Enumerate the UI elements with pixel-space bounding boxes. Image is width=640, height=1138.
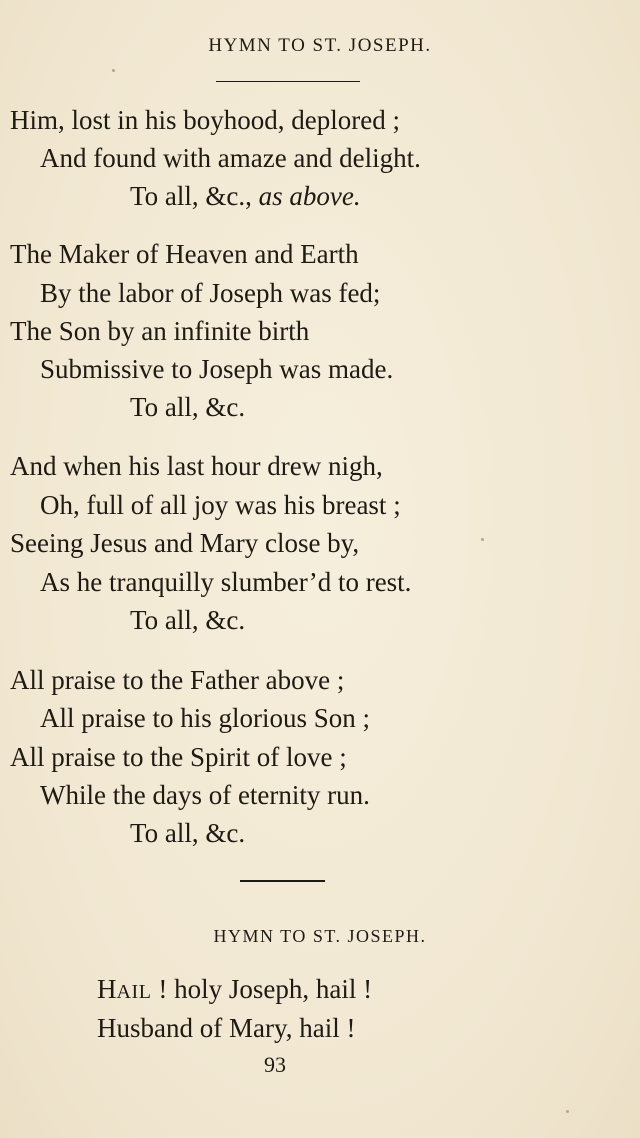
refrain-line: To all, &c.: [130, 392, 246, 422]
paper-speck: [481, 538, 484, 541]
verse-line: And found with amaze and delight.: [40, 143, 421, 173]
paper-speck: [112, 69, 115, 72]
verse-line: All praise to the Father above ;: [10, 665, 345, 695]
verse-line: [97, 970, 372, 1011]
verse-line: All praise to his glorious Son ;: [40, 703, 370, 733]
verse-line: While the days of eternity run.: [40, 780, 370, 810]
running-head: HYMN TO ST. JOSEPH.: [208, 35, 432, 56]
verse-line: By the labor of Joseph was fed;: [40, 278, 381, 308]
verse-line: And when his last hour drew nigh,: [10, 451, 383, 481]
paper-speck: [566, 1110, 569, 1113]
verse-line: Husband of Mary, hail !: [97, 1013, 356, 1043]
refrain-line: To all, &c.: [130, 605, 246, 635]
header-rule: [216, 81, 360, 82]
verse-line: Him, lost in his boyhood, deplored ;: [10, 105, 400, 135]
verse-line: Submissive to Joseph was made.: [40, 354, 394, 384]
verse-line-rest: ! holy Joseph, hail !: [151, 974, 373, 1004]
verse-line: All praise to the Spirit of love ;: [10, 742, 347, 772]
refrain-italic: as above.: [258, 181, 361, 211]
refrain-line: To all, &c.: [130, 818, 246, 848]
drop-initial: H: [97, 974, 117, 1004]
verse-line: The Son by an infinite birth: [10, 316, 310, 346]
verse-line: As he tranquilly slumber’d to rest.: [40, 567, 412, 597]
verse-line: The Maker of Heaven and Earth: [10, 239, 359, 269]
verse-line: Oh, full of all joy was his breast ;: [40, 490, 401, 520]
hymn-title: HYMN TO ST. JOSEPH.: [213, 926, 427, 946]
section-divider: [240, 880, 325, 882]
verse-line: Seeing Jesus and Mary close by,: [10, 528, 360, 558]
refrain-line: [130, 177, 361, 215]
refrain-text: To all, &c.,: [130, 181, 259, 211]
page-number: 93: [264, 1052, 286, 1077]
smallcaps-word: AIL: [116, 981, 152, 1003]
